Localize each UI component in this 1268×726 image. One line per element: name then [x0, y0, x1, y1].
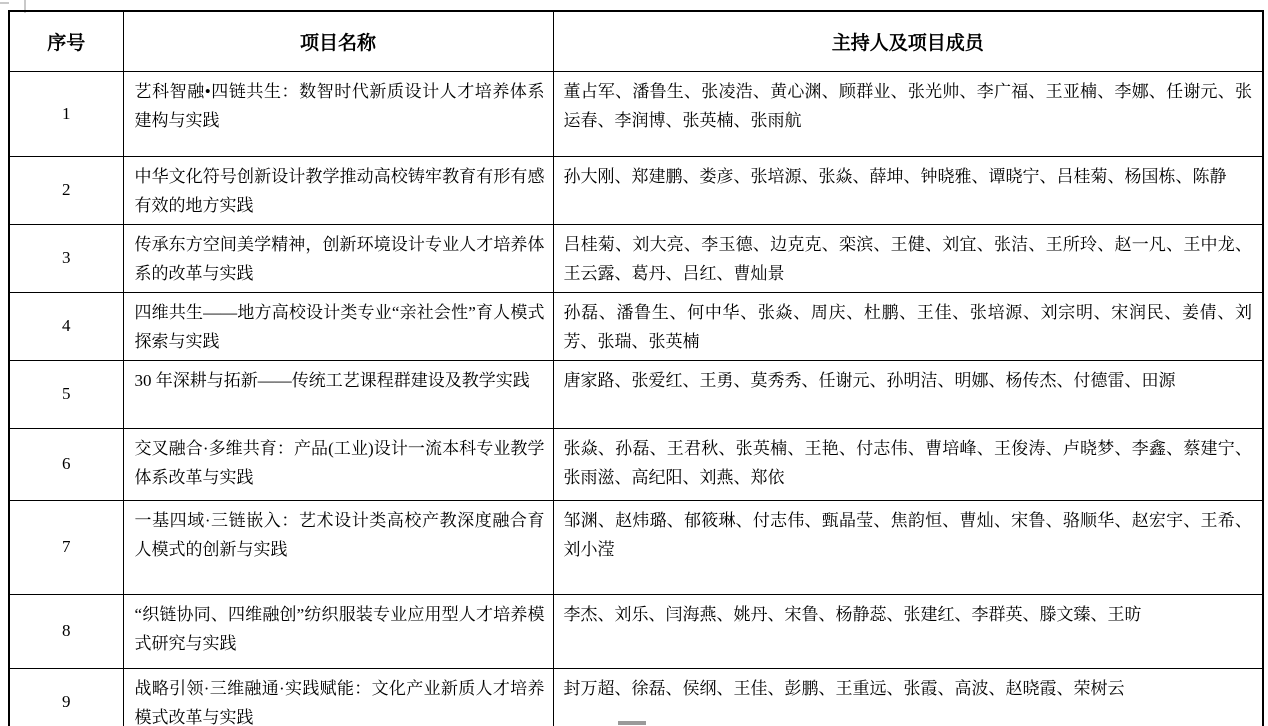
column-header-index: 序号	[9, 11, 123, 71]
table-row	[9, 71, 1263, 156]
project-name: 交叉融合·多维共育：产品(工业)设计一流本科专业教学体系改革与实践	[123, 428, 553, 500]
ruler-mark-horizontal	[0, 2, 9, 4]
row-number: 7	[9, 500, 123, 594]
project-members: 封万超、徐磊、侯纲、王佳、彭鹏、王重远、张霞、高波、赵晓霞、荣树云	[553, 668, 1263, 726]
project-members: 董占军、潘鲁生、张凌浩、黄心渊、顾群业、张光帅、李广福、王亚楠、李娜、任谢元、张运春、李润博、张英楠、张雨航	[553, 71, 1263, 156]
row-number: 8	[9, 594, 123, 668]
table-row	[9, 292, 1263, 360]
header-row	[9, 11, 1263, 71]
row-number: 2	[9, 156, 123, 224]
page-break-indicator	[618, 721, 646, 725]
table-row	[9, 156, 1263, 224]
row-number: 3	[9, 224, 123, 292]
projects-table	[8, 10, 1264, 726]
project-name: 30 年深耕与拓新——传统工艺课程群建设及教学实践	[123, 360, 553, 428]
project-name: 一基四域·三链嵌入：艺术设计类高校产教深度融合育人模式的创新与实践	[123, 500, 553, 594]
row-number: 6	[9, 428, 123, 500]
project-members: 李杰、刘乐、闫海燕、姚丹、宋鲁、杨静蕊、张建红、李群英、滕文臻、王昉	[553, 594, 1263, 668]
project-members: 孙磊、潘鲁生、何中华、张焱、周庆、杜鹏、王佳、张培源、刘宗明、宋润民、姜倩、刘芳、张瑞、张英楠	[553, 292, 1263, 360]
column-header-project-name: 项目名称	[123, 11, 553, 71]
project-name: 战略引领·三维融通·实践赋能：文化产业新质人才培养模式改革与实践	[123, 668, 553, 726]
column-header-members: 主持人及项目成员	[553, 11, 1263, 71]
project-members: 唐家路、张爱红、王勇、莫秀秀、任谢元、孙明洁、明娜、杨传杰、付德雷、田源	[553, 360, 1263, 428]
row-number: 1	[9, 71, 123, 156]
project-members: 张焱、孙磊、王君秋、张英楠、王艳、付志伟、曹培峰、王俊涛、卢晓梦、李鑫、蔡建宁、张雨滋、高纪阳、刘燕、郑依	[553, 428, 1263, 500]
row-number: 9	[9, 668, 123, 726]
table-row	[9, 594, 1263, 668]
project-name: 艺科智融•四链共生：数智时代新质设计人才培养体系建构与实践	[123, 71, 553, 156]
project-name: 四维共生——地方高校设计类专业“亲社会性”育人模式探索与实践	[123, 292, 553, 360]
table-row	[9, 428, 1263, 500]
table-row	[9, 668, 1263, 726]
project-members: 孙大刚、郑建鹏、娄彦、张培源、张焱、薛坤、钟晓雅、谭晓宁、吕桂菊、杨国栋、陈静	[553, 156, 1263, 224]
table-row	[9, 500, 1263, 594]
table-row	[9, 360, 1263, 428]
project-name: 传承东方空间美学精神，创新环境设计专业人才培养体系的改革与实践	[123, 224, 553, 292]
project-members: 吕桂菊、刘大亮、李玉德、边克克、栾滨、王健、刘宜、张洁、王所玲、赵一凡、王中龙、王云露、葛丹、吕红、曹灿景	[553, 224, 1263, 292]
row-number: 5	[9, 360, 123, 428]
project-name: 中华文化符号创新设计教学推动高校铸牢教育有形有感有效的地方实践	[123, 156, 553, 224]
row-number: 4	[9, 292, 123, 360]
project-members: 邹渊、赵炜璐、郁筱琳、付志伟、甄晶莹、焦韵恒、曹灿、宋鲁、骆顺华、赵宏宇、王希、刘小滢	[553, 500, 1263, 594]
table-row	[9, 224, 1263, 292]
project-name: “织链协同、四维融创”纺织服装专业应用型人才培养模式研究与实践	[123, 594, 553, 668]
